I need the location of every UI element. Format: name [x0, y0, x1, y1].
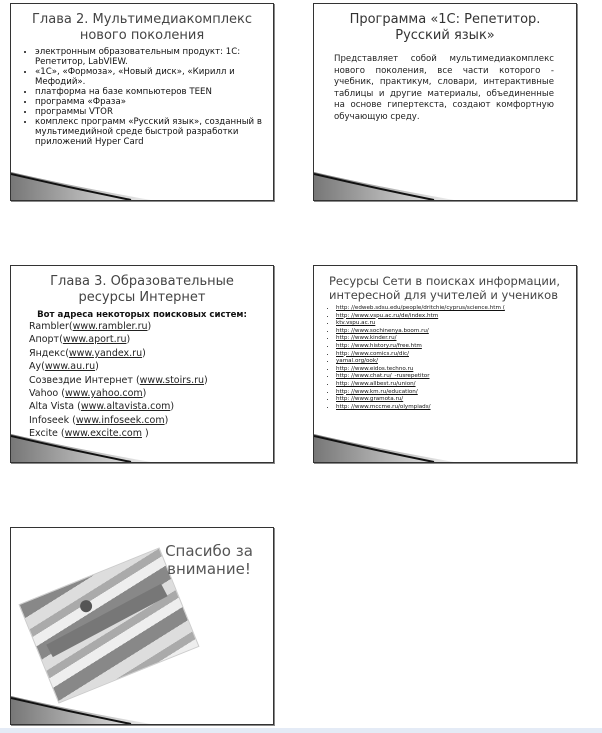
list-item: • «1С», «Формоза», «Новый диск», «Кирилл и Мефодий». [35, 67, 273, 87]
paren-close: ) [126, 334, 131, 346]
paren-close: ) [147, 321, 152, 332]
paren-open: ( [58, 388, 65, 400]
slide-subtitle: Вот адреса некоторых поисковых систем: [37, 310, 247, 320]
list-item: • программа «Фраза» [35, 97, 273, 107]
slide-title: Глава 2. Мультимедиакомплекс нового поколения [31, 12, 253, 43]
slide-1[interactable] [10, 3, 274, 201]
engine-name: Vahoo [29, 388, 59, 400]
slide-title: Ресурсы Сети в поисках информации, интересной для учителей и учеников [329, 274, 560, 302]
paren-close: ) [164, 414, 169, 426]
paren-open: ( [57, 428, 65, 440]
engine-name: Ау [29, 361, 42, 373]
engine-name: Infoseek [29, 414, 70, 426]
resource-link[interactable]: • http: //www.kinder.ru/ [336, 335, 576, 343]
engine-name: Alta Vista [29, 401, 75, 413]
search-engine-entry [29, 387, 273, 400]
paren-close: ) [95, 361, 99, 373]
slide-4[interactable] [313, 265, 577, 463]
search-engine-entry [29, 320, 273, 333]
engine-name: Яндекс [29, 347, 66, 359]
engine-name: Excite [29, 428, 58, 440]
slide-5[interactable] [10, 527, 274, 725]
search-engine-entry [29, 333, 273, 346]
decorative-swoosh [11, 422, 151, 462]
paren-close: ) [204, 374, 208, 386]
search-engine-entry [29, 400, 273, 413]
slide-title: Программа «1С: Репетитор. Русский язык» [349, 12, 541, 43]
resource-link[interactable]: • http: //www.allbest.ru/union/ [336, 381, 576, 389]
resource-link[interactable]: • http: //www.vspu.ac.ru/de/index.htm [336, 313, 576, 321]
search-engine-entry [29, 360, 273, 373]
engine-link[interactable]: www.au.ru [44, 361, 96, 373]
paren-close: ) [141, 428, 149, 440]
resource-link[interactable]: • http: //www.eidos.techno.ru [336, 366, 576, 374]
decorative-swoosh [11, 160, 151, 200]
paren-open: ( [132, 374, 140, 386]
paren-open: ( [41, 361, 45, 373]
paren-open: ( [69, 414, 76, 426]
search-engine-entry [29, 347, 273, 360]
resource-link[interactable]: • http: //www.chat.ru/_-rusrepetitor [336, 373, 576, 381]
paren-close: ) [142, 388, 147, 400]
list-item: • комплекс программ «Русский язык», созданный в мультимедийной среде быстрой разработки приложений Hyper Card [35, 117, 273, 147]
paren-close: ) [142, 347, 146, 359]
slide-title: Спасибо за внимание! [165, 542, 253, 578]
engine-link[interactable]: www.stoirs.ru [139, 374, 205, 386]
paren-close: ) [170, 401, 175, 413]
paren-open: ( [68, 321, 73, 332]
engine-link[interactable]: www.yandex.ru [68, 347, 143, 359]
bottom-bar [0, 728, 602, 733]
engine-link[interactable]: www.excite.com [64, 428, 142, 440]
engine-name: Rambler [29, 321, 69, 332]
slide-title: Глава 3. Образовательные ресурсы Интернет [50, 274, 234, 305]
resource-link[interactable]: • http: //www.comics.ru/dic/ [336, 351, 576, 359]
resource-link[interactable]: • http: //www.sochinenya.boom.ru/ [336, 328, 576, 336]
resource-link[interactable]: • http: //www.gramota.ru/ [336, 396, 576, 404]
resource-link[interactable]: • ktv.vspu.ac.ru [336, 320, 576, 328]
link-list [314, 305, 576, 411]
resource-link[interactable]: • http: //www.history.ru/free.htm [336, 343, 576, 351]
resource-link[interactable]: • http: //www.mccme.ru/olympiads/ [336, 404, 576, 412]
slide-2[interactable] [313, 3, 577, 201]
resource-link[interactable]: • yamal.org/ook/ [336, 358, 576, 366]
engine-link[interactable]: www.altavista.com [80, 401, 171, 413]
list-item: • программы VTOR [35, 107, 273, 117]
paren-open: ( [65, 347, 69, 359]
decorative-swoosh [314, 422, 454, 462]
engine-name: Апорт [29, 334, 60, 346]
resource-link[interactable]: • http: //www.km.ru/education/ [336, 389, 576, 397]
list-item: • электронным образовательным продукт: 1С: Репетитор, LabVIEW. [35, 47, 273, 67]
engine-name: Созвездие Интернет [29, 374, 133, 386]
slide-3[interactable] [10, 265, 274, 463]
engine-link[interactable]: www.yahoo.com [64, 388, 143, 400]
paren-open: ( [74, 401, 81, 413]
engine-link[interactable]: www.rambler.ru [72, 321, 148, 332]
engine-link[interactable]: www.aport.ru [62, 334, 127, 346]
slide-text: Представляет собой мультимедиакомплекс нового поколения, все части которого - учебник, практикум, словари, интерактивные таблицы и другие материалы, объединенные на основе гипертекста, создают комфортную обучающую среду. [334, 54, 554, 122]
list-item: • платформа на базе компьютеров TEEN [35, 87, 273, 97]
search-engine-entry [29, 374, 273, 387]
resource-link[interactable]: • http: //edweb.sdsu.edu/people/dritchie/cyprus/science.htm ( [336, 305, 576, 313]
decorative-swoosh [314, 160, 454, 200]
paren-open: ( [59, 334, 63, 346]
engine-link[interactable]: www.infoseek.com [75, 414, 165, 426]
bullet-list [11, 47, 273, 147]
